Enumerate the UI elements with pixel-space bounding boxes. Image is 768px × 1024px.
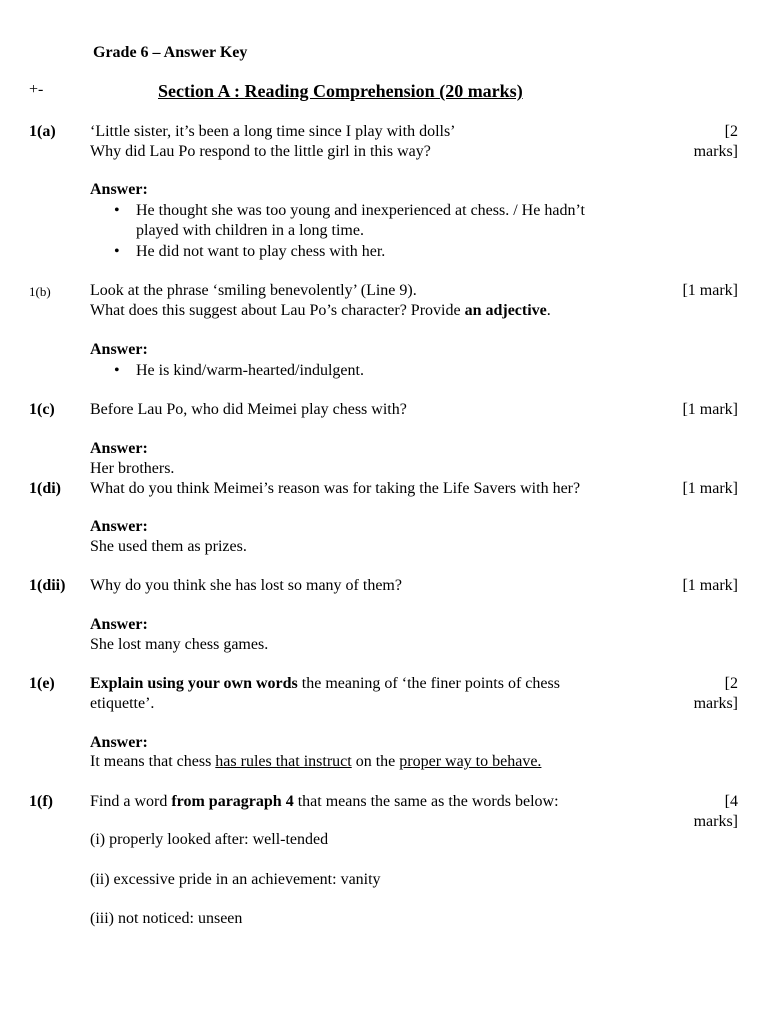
question-1b-prompt: What does this suggest about Lau Po’s character? Provide [90,302,465,319]
question-number-1dii: 1(dii) [29,577,66,594]
bullet-icon: • [114,362,120,379]
question-1e-rest: the meaning of ‘the finer points of chess [297,675,560,692]
question-1e-emphasis: Explain using your own words [90,675,298,692]
plus-minus-mark: +- [29,81,44,98]
marks-1c: [1 mark] [682,401,738,418]
answer-label-1a: Answer: [90,181,148,198]
question-1f-emphasis: from paragraph 4 [171,793,294,810]
answer-1e-underline-rules: has rules that instruct [215,753,352,770]
answer-1e-start: It means that chess [90,753,216,770]
answer-label-1b: Answer: [90,341,148,358]
answer-1a-point1-cont: played with children in a long time. [136,222,364,239]
marks-1f-line1: [4 [724,793,738,810]
answer-1e [90,752,541,772]
marks-1dii: [1 mark] [682,577,738,594]
question-1c-text: Before Lau Po, who did Meimei play chess with? [90,401,407,418]
question-1b-emphasis: an adjective [464,302,547,319]
question-1f-text [90,792,559,812]
answer-1f-item-1: (i) properly looked after: well-tended [90,831,329,848]
question-number-1b: 1(b) [29,284,51,299]
question-1dii-text: Why do you think she has lost so many of them? [90,577,402,594]
bullet-icon: • [114,202,120,219]
bullet-icon: • [114,243,120,260]
question-1b-text-line2 [90,301,551,321]
question-1e-text-line1 [90,674,560,694]
answer-label-1c: Answer: [90,440,148,457]
answer-1e-underline-behave: proper way to behave. [399,753,542,770]
question-1e-text-line2: etiquette’. [90,695,155,712]
question-number-1f: 1(f) [29,793,53,810]
marks-1e-line1: [2 [724,675,738,692]
page-title: Grade 6 – Answer Key [93,44,248,61]
question-number-1di: 1(di) [29,480,61,497]
marks-1f-line2: marks] [693,813,738,830]
answer-label-1e: Answer: [90,734,148,751]
answer-1dii: She lost many chess games. [90,636,269,653]
answer-1f-item-3: (iii) not noticed: unseen [90,910,243,927]
question-1f-start: Find a word [90,793,172,810]
answer-1c: Her brothers. [90,460,175,477]
question-number-1a: 1(a) [29,123,56,140]
question-number-1e: 1(e) [29,675,55,692]
answer-1di: She used them as prizes. [90,538,247,555]
marks-1b: [1 mark] [682,282,738,299]
marks-1a-line2: marks] [693,143,738,160]
question-number-1c: 1(c) [29,401,55,418]
question-1a-quote: ‘Little sister, it’s been a long time since I play with dolls’ [90,123,456,140]
question-1b-period: . [546,302,551,319]
answer-1b: He is kind/warm-hearted/indulgent. [136,362,364,379]
answer-1f-item-2: (ii) excessive pride in an achievement: vanity [90,871,381,888]
marks-1e-line2: marks] [693,695,738,712]
answer-1e-middle: on the [351,753,400,770]
answer-label-1dii: Answer: [90,616,148,633]
answer-1a-point2: He did not want to play chess with her. [136,243,386,260]
marks-1a-line1: [2 [724,123,738,140]
marks-1di: [1 mark] [682,480,738,497]
answer-label-1di: Answer: [90,518,148,535]
question-1di-text: What do you think Meimei’s reason was for taking the Life Savers with her? [90,480,581,497]
question-1b-text-line1: Look at the phrase ‘smiling benevolently’ (Line 9). [90,282,417,299]
section-title: Section A : Reading Comprehension (20 marks) [158,81,523,101]
question-1f-rest: that means the same as the words below: [293,793,559,810]
answer-1a-point1: He thought she was too young and inexperienced at chess. / He hadn’t [136,202,585,219]
question-1a-text: Why did Lau Po respond to the little girl in this way? [90,143,431,160]
